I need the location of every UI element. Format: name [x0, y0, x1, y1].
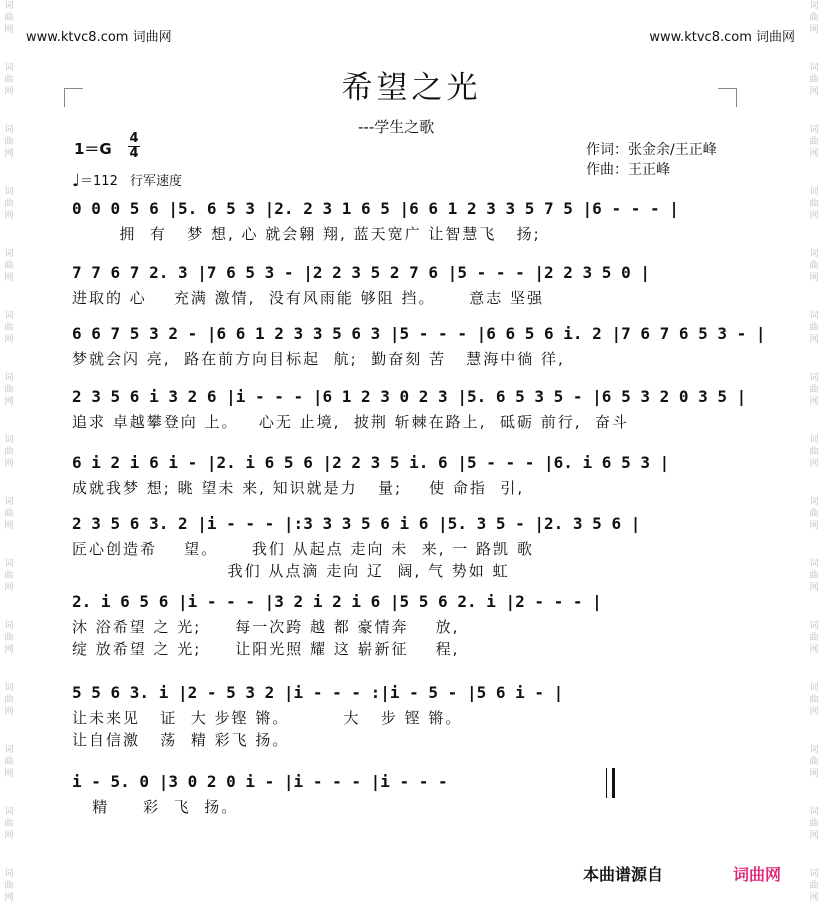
notation-line: 2. i 6 5 6 |i - - - |3 2 i 2 i 6 |5 5 6 2. i |2 - - - | — [72, 592, 602, 611]
key-signature: 1＝G — [74, 140, 112, 158]
site-watermark-left: www.ktvc8.com 词曲网 — [26, 30, 172, 45]
score-row — [72, 195, 742, 245]
side-watermark-text: 词曲网 — [809, 187, 819, 221]
score-row — [72, 383, 747, 433]
side-watermark-text: 词曲网 — [4, 559, 14, 593]
side-watermark-text: 词曲网 — [809, 807, 819, 841]
lyric-line: 匠心创造希 望。 我们 从起点 走向 未 来, 一 路凯 歌 — [72, 540, 534, 558]
lyric-line: 沐 浴希望 之 光; 每一次跨 越 都 豪情奔 放, — [72, 618, 460, 636]
side-watermark-text: 词曲网 — [809, 869, 819, 903]
side-watermark-text: 词曲网 — [809, 683, 819, 717]
lyric-line: 我们 从点滴 走向 辽 阔, 气 势如 虹 — [72, 562, 510, 580]
composer-credit: 作曲：王正峰 — [586, 162, 670, 178]
side-watermark-text: 词曲网 — [4, 869, 14, 903]
side-watermark-text: 词曲网 — [4, 1, 14, 35]
side-watermark-text: 词曲网 — [4, 249, 14, 283]
side-watermark-strip-right — [807, 0, 821, 911]
side-watermark-text: 词曲网 — [4, 745, 14, 779]
side-watermark-text: 词曲网 — [4, 683, 14, 717]
tempo-text: 行军速度 — [130, 174, 183, 189]
side-watermark-text: 词曲网 — [4, 497, 14, 531]
score-row — [72, 449, 742, 499]
side-watermark-text: 词曲网 — [4, 807, 14, 841]
side-watermark-text: 词曲网 — [4, 63, 14, 97]
side-watermark-text: 词曲网 — [809, 497, 819, 531]
notation-line: 5 5 6 3. i |2 - 5 3 2 |i - - - :|i - 5 - |5 6 i - | — [72, 683, 564, 702]
side-watermark-text: 词曲网 — [809, 249, 819, 283]
notation-line: 7 7 6 7 2. 3 |7 6 5 3 - |2 2 3 5 2 7 6 |5 - - - |2 2 3 5 0 | — [72, 263, 650, 282]
side-watermark-text: 词曲网 — [4, 435, 14, 469]
credits — [586, 140, 717, 180]
lyric-line: 绽 放希望 之 光; 让阳光照 耀 这 崭新征 程, — [72, 640, 460, 658]
lyric-line: 追求 卓越攀登向 上。 心无 止境, 披荆 斩棘在路上, 砥砺 前行, 奋斗 — [72, 413, 630, 431]
song-title: 希望之光 — [341, 70, 482, 106]
notation-line: 6 i 2 i 6 i - |2. i 6 5 6 |2 2 3 5 i. 6 |5 - - - |6. i 6 5 3 | — [72, 453, 670, 472]
score-row — [72, 320, 766, 370]
lyric-line: 进取的 心 充满 激情, 没有风雨能 够阻 挡。 意志 坚强 — [72, 289, 545, 307]
side-watermark-text: 词曲网 — [809, 373, 819, 407]
lyric-line: 让自信激 荡 精 彩飞 扬。 — [72, 731, 290, 749]
tempo-value: ＝112 — [80, 174, 118, 189]
quarter-note-icon: ♩ — [72, 171, 81, 191]
song-subtitle: ---学生之歌 — [358, 118, 435, 136]
lyric-line: 拥 有 梦 想, 心 就会翱 翔, 蓝天宽广 让智慧飞 扬; — [72, 225, 541, 243]
lyric-line: 成就我梦 想; 眺 望未 来, 知识就是力 量; 使 命指 引, — [72, 479, 525, 497]
final-barline — [606, 768, 615, 798]
side-watermark-text: 词曲网 — [4, 187, 14, 221]
side-watermark-text: 词曲网 — [4, 373, 14, 407]
side-watermark-text: 词曲网 — [809, 63, 819, 97]
footer-source-text: 本曲谱源自 — [583, 865, 664, 884]
side-watermark-text: 词曲网 — [809, 311, 819, 345]
score-row — [72, 259, 742, 309]
score-row — [72, 510, 742, 582]
side-watermark-text: 词曲网 — [4, 311, 14, 345]
tempo-marking — [72, 170, 182, 191]
score-row — [72, 768, 742, 818]
notation-line: 0 0 0 5 6 |5. 6 5 3 |2. 2 3 1 6 5 |6 6 1 2 3 3 5 7 5 |6 - - - | — [72, 199, 679, 218]
side-watermark-text: 词曲网 — [4, 621, 14, 655]
side-watermark-text: 词曲网 — [809, 621, 819, 655]
time-signature-bottom: 4 — [129, 146, 139, 161]
side-watermark-text: 词曲网 — [809, 125, 819, 159]
lyric-line: 让未来见 证 大 步铿 锵。 大 步 铿 锵。 — [72, 709, 463, 727]
score-row — [72, 679, 742, 751]
score-row — [72, 588, 742, 660]
site-watermark-right: www.ktvc8.com 词曲网 — [649, 30, 795, 45]
time-signature — [128, 133, 140, 160]
side-watermark-text: 词曲网 — [809, 435, 819, 469]
notation-line: i - 5. 0 |3 0 2 0 i - |i - - - |i - - - — [72, 772, 458, 791]
time-signature-top: 4 — [129, 131, 139, 146]
lyric-line: 梦就会闪 亮, 路在前方向目标起 航; 勤奋刻 苦 慧海中徜 徉, — [72, 350, 565, 368]
footer-brand: 词曲网 — [733, 865, 782, 884]
side-watermark-strip-left — [2, 0, 16, 911]
side-watermark-text: 词曲网 — [809, 559, 819, 593]
notation-line: 6 6 7 5 3 2 - |6 6 1 2 3 3 5 6 3 |5 - - - |6 6 5 6 i. 2 |7 6 7 6 5 3 - | — [72, 324, 766, 343]
side-watermark-text: 词曲网 — [809, 745, 819, 779]
side-watermark-text: 词曲网 — [4, 125, 14, 159]
notation-line: 2 3 5 6 i 3 2 6 |i - - - |6 1 2 3 0 2 3 |5. 6 5 3 5 - |6 5 3 2 0 3 5 | — [72, 387, 747, 406]
lyric-line: 精 彩 飞 扬。 — [72, 798, 239, 816]
lyricist-credit: 作词：张金余/王正峰 — [586, 142, 717, 158]
side-watermark-text: 词曲网 — [809, 1, 819, 35]
notation-line: 2 3 5 6 3. 2 |i - - - |:3 3 3 5 6 i 6 |5. 3 5 - |2. 3 5 6 | — [72, 514, 641, 533]
